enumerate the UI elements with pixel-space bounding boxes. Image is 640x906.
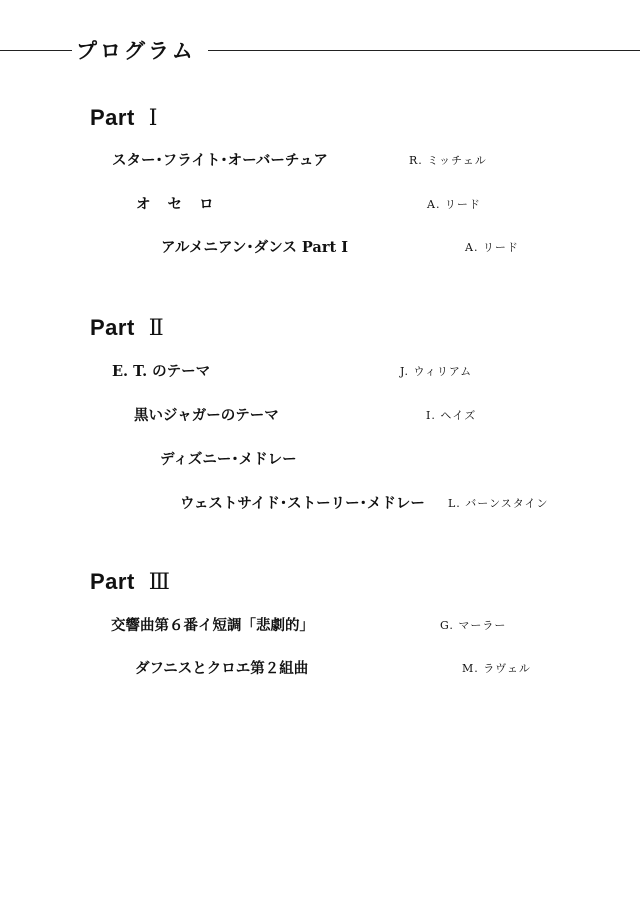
piece-title: 交響曲第６番イ短調「悲劇的」 <box>111 617 314 634</box>
composer-name: R. ミッチェル <box>409 154 487 167</box>
part-3-numeral: Ⅲ <box>148 570 171 595</box>
piece-title: ディズニー･メドレー <box>160 451 297 468</box>
part-2-heading <box>90 314 164 343</box>
program-item <box>0 236 640 260</box>
program-item <box>0 404 640 428</box>
composer-name: I. ヘイズ <box>426 409 477 422</box>
part-1-heading <box>90 104 158 133</box>
part-2-numeral: Ⅱ <box>148 316 165 341</box>
program-item <box>0 360 640 384</box>
part-2-label: Part <box>90 315 135 340</box>
program-item <box>0 149 640 173</box>
piece-title: スター･フライト･オーバーチュア <box>112 152 328 169</box>
piece-title: ダフニスとクロエ第２組曲 <box>135 660 309 677</box>
composer-name: A. リード <box>465 241 519 254</box>
program-header <box>0 36 640 66</box>
piece-title: E. T. のテーマ <box>112 363 211 380</box>
piece-title: ウェストサイド･ストーリー･メドレー <box>180 495 425 512</box>
program-item <box>0 614 640 638</box>
composer-name: A. リード <box>427 198 481 211</box>
part-3-label: Part <box>90 569 135 594</box>
part-1-label: Part <box>90 105 135 130</box>
program-item <box>0 193 640 217</box>
piece-title: アルメニアン･ダンス Part Ⅰ <box>161 239 348 256</box>
program-title: プログラム <box>76 39 196 63</box>
composer-name: G. マーラー <box>440 619 507 632</box>
composer-name: L. バーンスタイン <box>448 497 549 510</box>
piece-title: オ セ ロ <box>136 196 220 213</box>
program-item <box>0 492 640 516</box>
program-item <box>0 657 640 681</box>
composer-name: J. ウィリアム <box>400 365 473 378</box>
composer-name: M. ラヴェル <box>462 662 531 675</box>
part-3-heading <box>90 568 171 597</box>
header-rule-right <box>208 50 640 51</box>
header-rule-left <box>0 50 72 51</box>
part-1-numeral: Ⅰ <box>148 106 158 131</box>
piece-title: 黒いジャガーのテーマ <box>134 407 279 424</box>
program-item <box>0 448 640 472</box>
